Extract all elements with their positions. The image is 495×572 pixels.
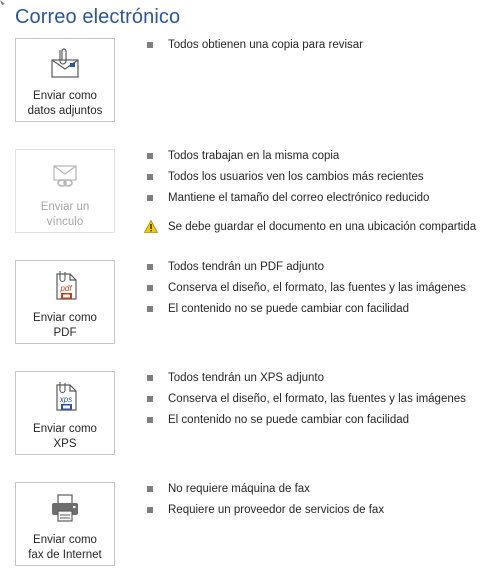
- list-item: Mantiene el tamaño del correo electrónico reducido: [144, 191, 476, 212]
- send-link-button[interactable]: [15, 149, 115, 233]
- envelope-link-icon: [48, 158, 82, 192]
- fax-bullet-list: [144, 482, 384, 524]
- list-item: El contenido no se puede cambiar con facilidad: [144, 302, 466, 323]
- send-as-xps-button[interactable]: [15, 371, 115, 455]
- attachment-bullet-list: [144, 38, 363, 59]
- list-item: El contenido no se puede cambiar con facilidad: [144, 413, 466, 434]
- send-link-label: Enviar un vínculo: [40, 201, 90, 228]
- list-item: No requiere máquina de fax: [144, 482, 384, 503]
- xps-attachment-icon: [48, 380, 82, 414]
- envelope-attachment-icon: [48, 47, 82, 81]
- list-item: Conserva el diseño, el formato, las fuentes y las imágenes: [144, 392, 466, 413]
- send-as-pdf-button[interactable]: [15, 260, 115, 344]
- send-as-attachment-button[interactable]: [15, 38, 115, 122]
- send-as-internet-fax-button[interactable]: [15, 482, 115, 566]
- send-as-internet-fax-label: Enviar como fax de Internet: [28, 534, 102, 561]
- page-title: Correo electrónico: [15, 6, 181, 28]
- xps-bullet-list: [144, 371, 466, 434]
- list-item: Requiere un proveedor de servicios de fax: [144, 503, 384, 524]
- list-item: Conserva el diseño, el formato, las fuentes y las imágenes: [144, 281, 466, 302]
- link-bullet-list: [144, 149, 476, 241]
- send-as-pdf-label: Enviar como PDF: [33, 312, 97, 339]
- warning-text: Se debe guardar el documento en una ubicación compartida: [168, 221, 477, 233]
- warning-icon: [144, 220, 158, 233]
- pdf-bullet-list: [144, 260, 466, 323]
- list-item: Todos los usuarios ven los cambios más recientes: [144, 170, 476, 191]
- send-as-xps-label: Enviar como XPS: [33, 423, 97, 450]
- pdf-attachment-icon: [48, 269, 82, 303]
- xps-icon-text: xps: [59, 395, 73, 404]
- pdf-icon-text: pdf: [60, 284, 72, 293]
- corner-mark: [0, 0, 6, 6]
- fax-printer-icon: [48, 491, 82, 525]
- send-as-attachment-label: Enviar como datos adjuntos: [27, 90, 103, 117]
- list-item: Todos trabajan en la misma copia: [144, 149, 476, 170]
- list-item: Todos obtienen una copia para revisar: [144, 38, 363, 59]
- list-item: Todos tendrán un PDF adjunto: [144, 260, 466, 281]
- warning-item: [144, 220, 476, 241]
- list-item: Todos tendrán un XPS adjunto: [144, 371, 466, 392]
